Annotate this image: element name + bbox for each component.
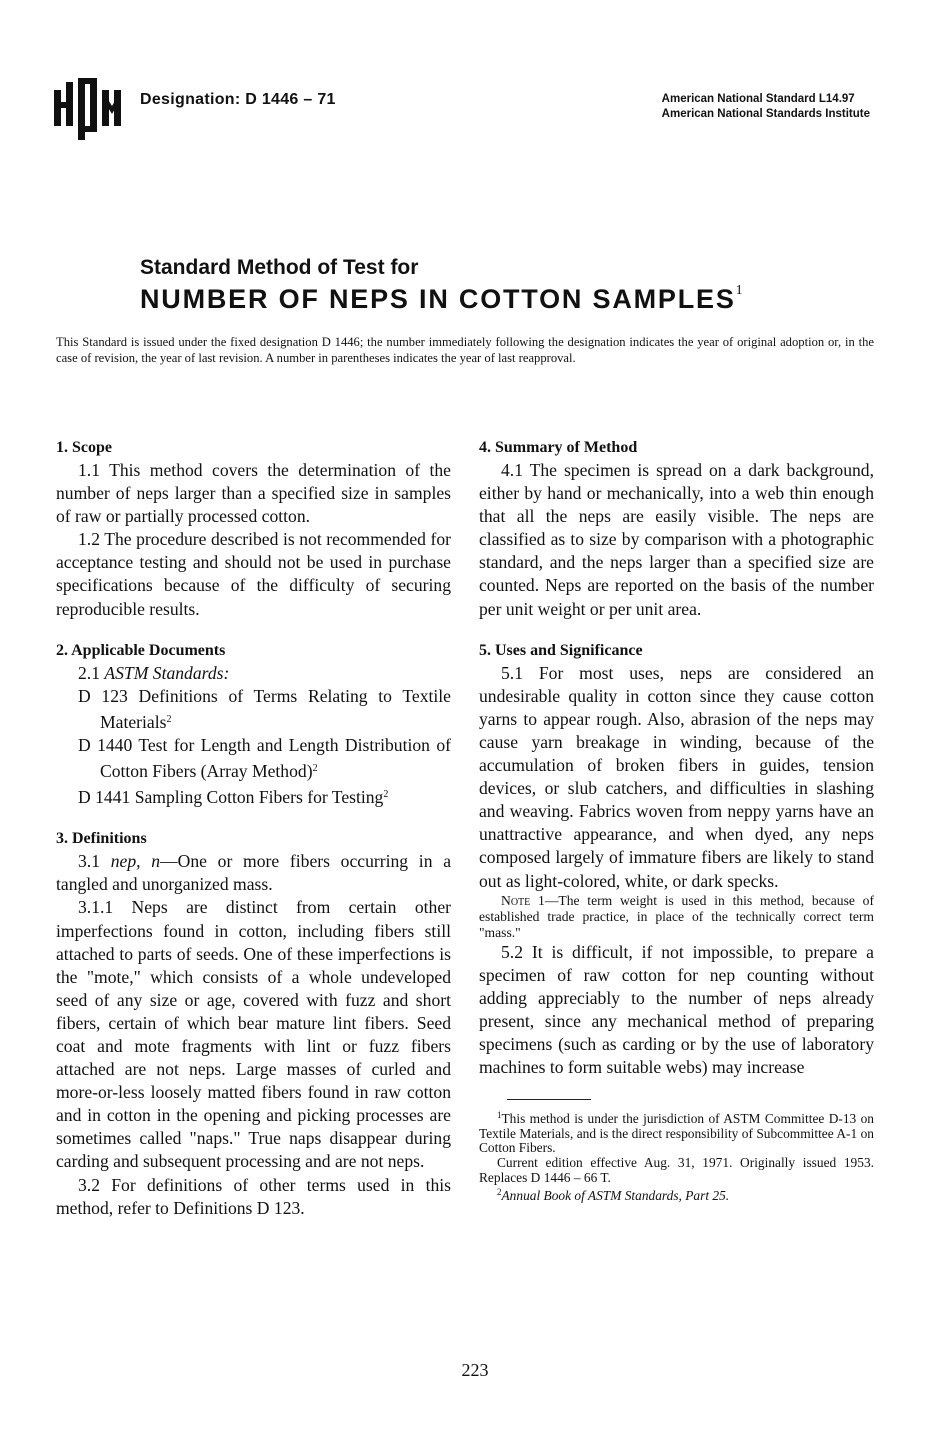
ansi-info: [662, 92, 870, 122]
designation: Designation: D 1446 – 71: [140, 91, 336, 108]
reference-d1440: [78, 734, 451, 783]
footnote-divider: [507, 1099, 591, 1100]
title-footnote-mark: 1: [735, 283, 743, 298]
paragraph-3-1-text: —One or more fibers occurring in a tangled and unorganized mass.: [56, 851, 452, 895]
footnote-2: [479, 1185, 874, 1204]
footnote-1-text: This method is under the jurisdiction of ASTM Committee D-13 on Textile Materials, and is the direct responsibility of Subcommittee A-1 on Cotton Fibers.: [479, 1111, 874, 1156]
paragraph-2-1: [56, 662, 451, 685]
paragraph-1-1: 1.1 This method covers the determination of the number of neps larger than a specified size in samples of raw or partially processed cotton.: [56, 460, 451, 527]
paragraph-5-2: 5.2 It is difficult, if not impossible, to prepare a specimen of raw cotton for nep counting without adding appreciably to the number of neps already present, since any mechanical method of preparing specimens (such as carding or by the use of laboratory machines to form suitable webs) may increase: [479, 941, 874, 1078]
footnote-1-edition: Current edition effective Aug. 31, 1971. Originally issued 1953. Replaces D 1446 – 66 T.: [479, 1154, 874, 1185]
section-3-heading: 3. Definitions: [56, 830, 147, 848]
reference-d123-mark: 2: [166, 713, 172, 725]
section-2-heading: 2. Applicable Documents: [56, 641, 226, 659]
note-1-label: Note 1: [501, 892, 545, 908]
footnote-2-mark: 2: [497, 1187, 502, 1198]
footnote-1-mark: 1: [497, 1110, 502, 1121]
left-column: [56, 436, 451, 1220]
paragraph-3-1-number: 3.1: [78, 851, 111, 872]
right-column: [479, 436, 874, 1204]
paragraph-4-1: 4.1 The specimen is spread on a dark background, either by hand or mechanically, into a web thin enough that all the neps are easily visible. The neps are classified as to size by comparison with a photographic standard, and the neps larger than a specified size are counted. Neps are reported on the basis of the number per unit weight or per unit area.: [479, 460, 874, 619]
paragraph-2-1-title: ASTM Standards:: [104, 662, 230, 683]
paragraph-2-1-number: 2.1: [78, 662, 105, 683]
ansi-standard: American National Standard L14.97: [661, 93, 855, 105]
term-nep: nep, n: [110, 851, 161, 872]
footnotes: [479, 1108, 874, 1204]
standard-subtitle: Standard Method of Test for: [140, 256, 419, 279]
paragraph-3-1-1: 3.1.1 Neps are distinct from certain other imperfections found in cotton, including fibers still attached to parts of seeds. One of these imperfections is the "mote," which consists of a whole undeveloped seed of any size or age, covered with fuzz and short fibers, certain of which bear mature lint fibers. Seed coat and mote fragments with lint or fuzz fibers attached are not neps. Large masses of curled and more-or-less loosely matted fibers found in raw cotton and in cotton in the opening and picking processes are sometimes called "naps." True naps disappear during carding and subsequent processing and are not neps.: [56, 897, 451, 1172]
reference-d1441: [78, 783, 451, 809]
reference-d123: [78, 685, 451, 734]
paragraph-5-1: 5.1 For most uses, neps are considered an undesirable quality in cotton since they cause cotton yarns to appear rough. Also, abrasion of the neps may cause yarn breakage in winding, because of the accumulation of broken fibers in guides, tension devices, or slub catchers, and difficulties in slashing and weaving. Fabrics woven from neppy yarns have an unattractive appearance, and when dyed, any neps composed largely of immature fibers are likely to stand out as light-colored, white, or dark specks.: [479, 662, 874, 891]
reference-d1440-mark: 2: [312, 763, 318, 775]
paragraph-1-2: 1.2 The procedure described is not recommended for acceptance testing and should not be used in purchase specifications because of the difficulty of securing reproducible results.: [56, 529, 451, 619]
reference-d123-text: D 123 Definitions of Terms Relating to Textile Materials: [78, 685, 451, 732]
paragraph-3-1: [56, 850, 451, 896]
paragraph-3-2: 3.2 For definitions of other terms used in this method, refer to Definitions D 123.: [56, 1174, 451, 1218]
astm-logo-mark: [52, 76, 126, 142]
section-4-heading: 4. Summary of Method: [479, 439, 638, 456]
note-1: [479, 893, 874, 941]
section-5-heading: 5. Uses and Significance: [479, 641, 643, 659]
document-title-text: NUMBER OF NEPS IN COTTON SAMPLES: [140, 284, 736, 314]
reference-d1440-text: D 1440 Test for Length and Length Distribution of Cotton Fibers (Array Method): [78, 734, 451, 782]
section-1-heading: 1. Scope: [56, 439, 112, 456]
ansi-institute: American National Standards Institute: [661, 108, 870, 120]
reference-d1441-mark: 2: [383, 789, 389, 801]
note-1-text: —The term weight is used in this method, because of established trade practice, in place of the technically correct term "mass.": [479, 892, 874, 940]
preamble: This Standard is issued under the fixed designation D 1446; the number immediately following the designation indicates the year of original adoption or, in the case of revision, the year of last revision. A number in parentheses indicates the year of last reapproval.: [56, 335, 874, 365]
footnote-2-text: Annual Book of ASTM Standards, Part 25.: [501, 1188, 730, 1204]
reference-d1441-text: D 1441 Sampling Cotton Fibers for Testing: [78, 787, 384, 808]
footnote-1: [479, 1108, 874, 1156]
astm-logo: [52, 76, 126, 147]
document-title: [140, 283, 743, 315]
page-number: 223: [461, 1360, 489, 1380]
